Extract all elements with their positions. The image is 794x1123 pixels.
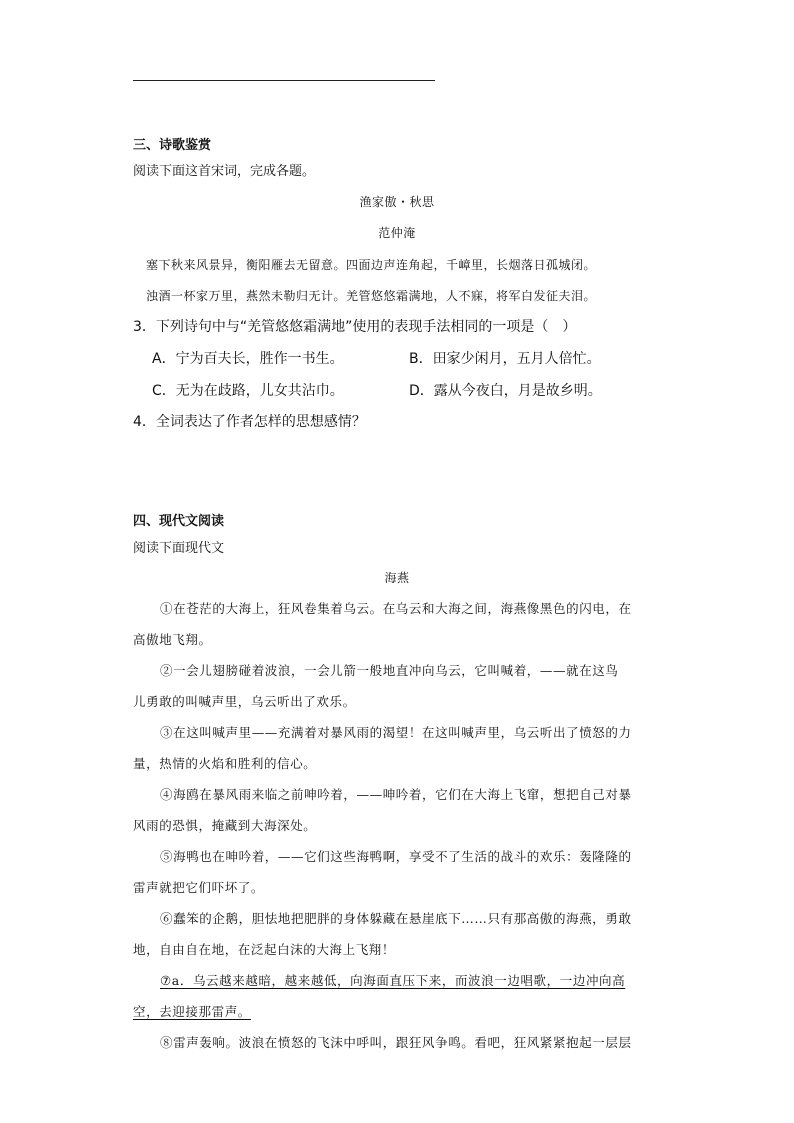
answer-line <box>133 80 435 81</box>
paragraph-line: 儿勇敢的叫喊声里，乌云听出了欢乐。 <box>133 694 356 709</box>
paragraph-line: ⑤海鸭也在呻吟着，——它们这些海鸭啊，享受不了生活的战斗的欢乐：轰隆隆的 <box>160 849 632 864</box>
paragraph-line: ③在这叫喊声里——充满着对暴风雨的渴望！在这叫喊声里，乌云听出了愤怒的力 <box>160 725 632 740</box>
section4-heading: 四、现代文阅读 <box>133 514 225 529</box>
poem-line-1: 塞下秋来风景异，衡阳雁去无留意。四面边声连角起，千嶂里，长烟落日孤城闭。 <box>146 258 597 272</box>
paragraph-line: 风雨的恐惧，掩藏到大海深处。 <box>133 818 317 833</box>
article-title: 海燕 <box>384 571 410 585</box>
poem-line-2: 浊酒一杯家万里，燕然未勒归无计。羌管悠悠霜满地，人不寐，将军白发征夫泪。 <box>146 289 597 303</box>
paragraph-line: ④海鸥在暴风雨来临之前呻吟着，——呻吟着，它们在大海上飞窜，想把自己对暴 <box>160 787 632 802</box>
section3-instruction: 阅读下面这首宋词，完成各题。 <box>133 164 316 179</box>
paragraph-line: ⑧雷声轰响。波浪在愤怒的飞沫中呼叫，跟狂风争鸣。看吧，狂风紧紧抱起一层层 <box>160 1035 632 1050</box>
paragraph-line: 高傲地飞翔。 <box>133 632 212 647</box>
section4-instruction: 阅读下面现代文 <box>133 541 225 556</box>
paragraph-line: 地，自由自在地，在泛起白沫的大海上飞翔！ <box>133 942 396 957</box>
paragraph-line: 量，热情的火焰和胜利的信心。 <box>133 756 317 771</box>
section3-heading: 三、诗歌鉴赏 <box>133 138 212 153</box>
poem-title: 渔家傲・秋思 <box>359 195 435 209</box>
option-a[interactable]: A．宁为百夫长，胜作一书生。 <box>152 351 344 367</box>
option-d[interactable]: D．露从今夜白，月是故乡明。 <box>409 383 602 399</box>
paragraph-line: ②一会儿翅膀碰着波浪，一会儿箭一般地直冲向乌云，它叫喊着，——就在这鸟 <box>160 663 619 678</box>
underlined-paragraph-line: ⑦a．乌云越来越暗，越来越低，向海面直压下来，而波浪一边唱歌，一边冲向高 <box>160 973 626 988</box>
option-b[interactable]: B．田家少闲月，五月人倍忙。 <box>409 351 601 367</box>
poem-author: 范仲淹 <box>378 226 416 240</box>
underlined-paragraph-line: 空，去迎接那雷声。 <box>133 1004 251 1019</box>
question-4-stem: 4．全词表达了作者怎样的思想感情？ <box>133 414 366 430</box>
paragraph-line: 雷声就把它们吓坏了。 <box>133 880 265 895</box>
paragraph-line: ①在苍茫的大海上，狂风卷集着乌云。在乌云和大海之间，海燕像黑色的闪电，在 <box>160 601 632 616</box>
paragraph-line: ⑥蠢笨的企鹅，胆怯地把肥胖的身体躲藏在悬崖底下……只有那高傲的海燕，勇敢 <box>160 911 632 926</box>
option-c[interactable]: C．无为在歧路，儿女共沾巾。 <box>152 383 344 399</box>
question-3-stem: 3．下列诗句中与“羌管悠悠霜满地”使用的表现手法相同的一项是（ ） <box>133 319 577 335</box>
